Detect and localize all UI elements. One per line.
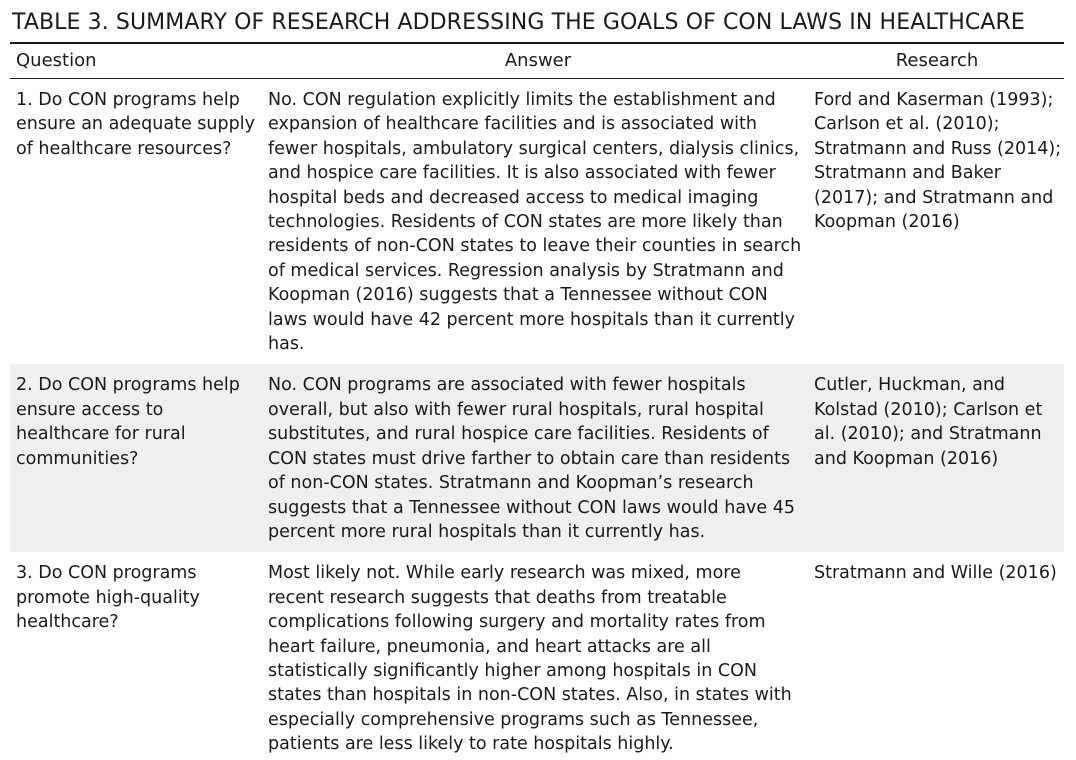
research-cell: Ford and Kaserman (1993); Carlson et al. (2010); Stratmann and Russ (2014); Stratmann and Baker (2017); and Stratmann and Koopman (2016)	[810, 79, 1064, 365]
header-row	[10, 43, 1064, 79]
table-body	[10, 79, 1064, 760]
question-cell: 1. Do CON programs help ensure an adequate supply of healthcare resources?	[10, 79, 266, 365]
table-title: TABLE 3. SUMMARY OF RESEARCH ADDRESSING THE GOALS OF CON LAWS IN HEALTHCARE	[10, 8, 1064, 38]
question-cell: 2. Do CON programs help ensure access to healthcare for rural communities?	[10, 364, 266, 552]
research-cell: Cutler, Huckman, and Kolstad (2010); Carlson et al. (2010); and Stratmann and Koopman (2016)	[810, 364, 1064, 552]
header-question: Question	[10, 43, 266, 79]
answer-cell: Most likely not. While early research was mixed, more recent research suggests that deaths from treatable complications following surgery and mortality rates from heart failure, pneumonia, and heart attacks are all statistically significantly higher among hospitals in CON states than hospitals in non-CON states. Also, in states with especially comprehensive programs such as Tennessee, patients are less likely to rate hospitals highly.	[266, 552, 810, 760]
table-header	[10, 43, 1064, 79]
table-row	[10, 79, 1064, 365]
header-answer: Answer	[266, 43, 810, 79]
summary-table	[10, 42, 1064, 760]
table-row	[10, 552, 1064, 760]
header-research: Research	[810, 43, 1064, 79]
question-cell: 3. Do CON programs promote high-quality healthcare?	[10, 552, 266, 760]
answer-cell: No. CON regulation explicitly limits the establishment and expansion of healthcare facilities and is associated with fewer hospitals, ambulatory surgical centers, dialysis clinics, and hospice care facilities. It is also associated with fewer hospital beds and decreased access to medical imaging technologies. Residents of CON states are more likely than residents of non-CON states to leave their counties in search of medical services. Regression analysis by Stratmann and Koopman (2016) suggests that a Tennessee without CON laws would have 42 percent more hospitals than it currently has.	[266, 79, 810, 365]
research-cell: Stratmann and Wille (2016)	[810, 552, 1064, 760]
answer-cell: No. CON programs are associated with fewer hospitals overall, but also with fewer rural hospitals, rural hospital substitutes, and rural hospice care facilities. Residents of CON states must drive farther to obtain care than residents of non-CON states. Stratmann and Koopman’s research suggests that a Tennessee without CON laws would have 45 percent more rural hospitals than it currently has.	[266, 364, 810, 552]
table-row	[10, 364, 1064, 552]
document-page	[10, 8, 1064, 760]
